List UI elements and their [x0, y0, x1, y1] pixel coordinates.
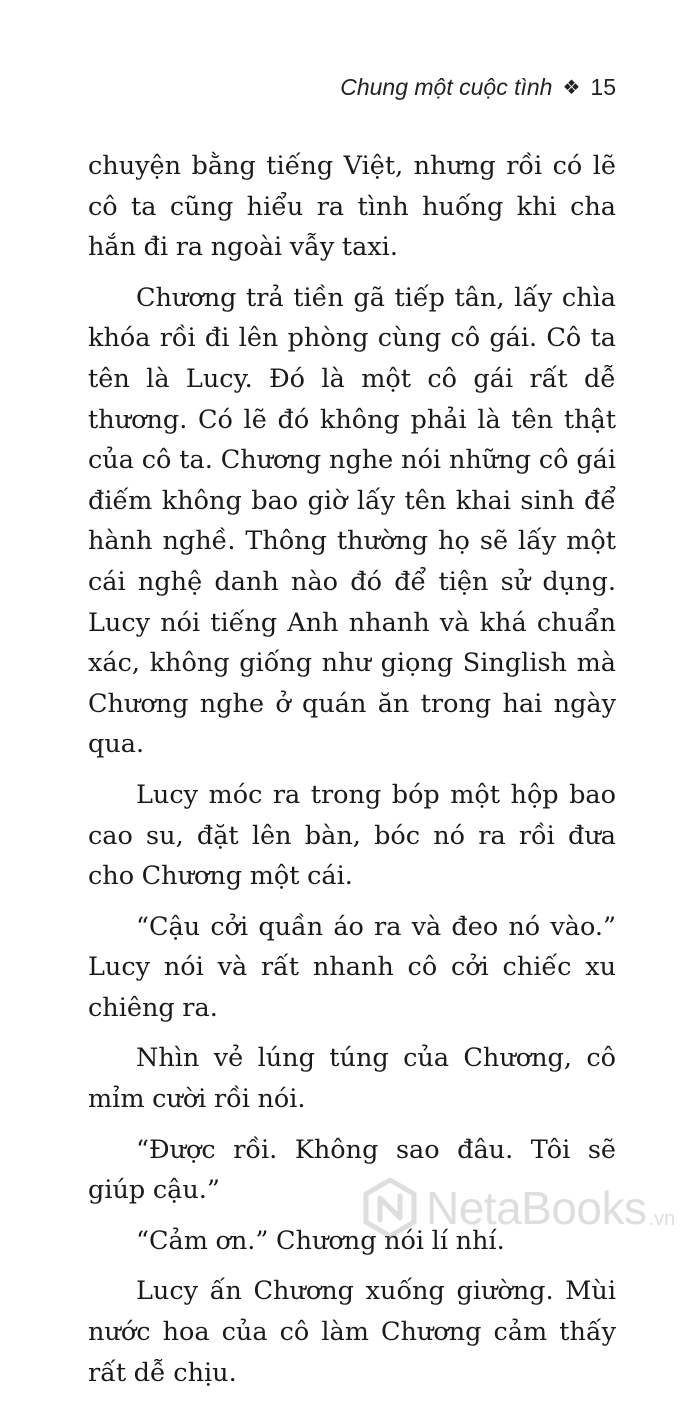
paragraph: “Được rồi. Không sao đâu. Tôi sẽ giúp cậu.” — [88, 1134, 616, 1206]
paragraph: “Cảm ơn.” Chương nói lí nhí. — [136, 1225, 505, 1256]
watermark-brand: NetaBooks — [426, 1182, 647, 1234]
paragraph-continued: chuyện bằng tiếng Việt, nhưng rồi có lẽ cô ta cũng hiểu ra tình huống khi cha hắn đi ra ngoài vẫy taxi. — [88, 151, 616, 263]
watermark-suffix: .vn — [648, 1208, 676, 1230]
chapter-title: Chung một cuộc tình — [340, 74, 553, 100]
running-header — [340, 74, 616, 101]
ornament-icon: ❖ — [562, 77, 581, 99]
netabooks-logo-icon — [362, 1177, 418, 1239]
watermark — [362, 1177, 675, 1239]
paragraph: Chương trả tiền gã tiếp tân, lấy chìa khóa rồi đi lên phòng cùng cô gái. Cô ta tên là Lucy. Đó là một cô gái rất dễ thương. Có lẽ đó không phải là tên thật của cô ta. Chương nghe nói những cô gái điếm không bao giờ lấy tên khai sinh để hành nghề. Thông thường họ sẽ lấy một cái nghệ danh nào đó để tiện sử dụng. Lucy nói tiếng Anh nhanh và khá chuẩn xác, không giống như giọng Singlish mà Chương nghe ở quán ăn trong hai ngày qua. — [88, 282, 616, 760]
paragraph: Lucy ấn Chương xuống giường. Mùi nước hoa của cô làm Chương cảm thấy rất dễ chịu. — [88, 1276, 616, 1388]
paragraph: Nhìn vẻ lúng túng của Chương, cô mỉm cười rồi nói. — [88, 1043, 616, 1115]
page-number: 15 — [590, 74, 616, 100]
paragraph: Lucy móc ra trong bóp một hộp bao cao su, đặt lên bàn, bóc nó ra rồi đưa cho Chương một cái. — [88, 779, 616, 892]
paragraph: “Cậu cởi quần áo ra và đeo nó vào.” Lucy nói và rất nhanh cô cởi chiếc xu chiêng ra. — [88, 911, 616, 1023]
